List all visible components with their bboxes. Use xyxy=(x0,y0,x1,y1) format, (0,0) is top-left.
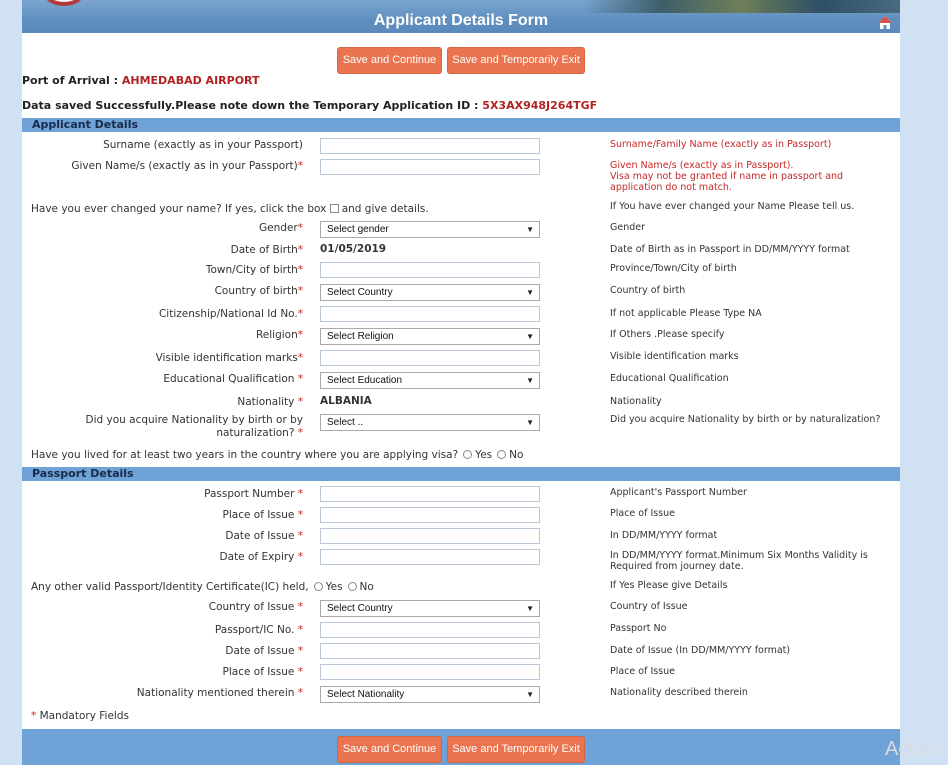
other-passport-label: Any other valid Passport/Identity Certificate(IC) held, xyxy=(31,581,309,593)
acquire-nationality-select[interactable]: Select .. ▼ xyxy=(320,414,540,431)
country-birth-select[interactable]: Select Country ▼ xyxy=(320,284,540,301)
acquire-nationality-hint: Did you acquire Nationality by birth or by naturalization? xyxy=(610,414,881,425)
chevron-down-icon: ▼ xyxy=(526,376,534,385)
country-birth-label: Country of birth* xyxy=(214,285,303,297)
save-message xyxy=(22,99,597,112)
other-passport-hint: If Yes Please give Details xyxy=(610,580,728,591)
lived-yes-radio[interactable] xyxy=(463,450,472,459)
ic-nationality-hint: Nationality described therein xyxy=(610,687,748,698)
chevron-down-icon: ▼ xyxy=(526,418,534,427)
site-logo xyxy=(42,0,86,6)
mandatory-note: * Mandatory Fields xyxy=(31,710,129,722)
ic-date-hint: Date of Issue (In DD/MM/YYYY format) xyxy=(610,645,791,656)
activation-watermark: Activa xyxy=(885,738,940,760)
marks-label: Visible identification marks* xyxy=(155,352,303,364)
given-name-hint: Given Name/s (exactly as in Passport). Visa may not be granted if name in passport and application do not match. xyxy=(610,160,844,193)
nationality-label: Nationality * xyxy=(237,396,303,408)
port-value: AHMEDABAD AIRPORT xyxy=(121,74,260,87)
national-id-label: Citizenship/National Id No.* xyxy=(158,308,303,320)
chevron-down-icon: ▼ xyxy=(526,288,534,297)
place-issue-input[interactable] xyxy=(320,507,540,523)
religion-label: Religion* xyxy=(255,329,303,341)
education-hint: Educational Qualification xyxy=(610,373,729,384)
marks-input[interactable] xyxy=(320,350,540,366)
ic-number-hint: Passport No xyxy=(610,623,667,634)
education-label: Educational Qualification * xyxy=(163,373,303,385)
other-passport-no-radio[interactable] xyxy=(348,582,357,591)
national-id-input[interactable] xyxy=(320,306,540,322)
national-id-hint: If not applicable Please Type NA xyxy=(610,308,762,319)
ic-place-hint: Place of Issue xyxy=(610,666,676,677)
town-birth-label: Town/City of birth* xyxy=(205,264,303,276)
chevron-down-icon: ▼ xyxy=(526,225,534,234)
date-issue-hint: In DD/MM/YYYY format xyxy=(610,530,718,541)
date-expiry-hint: In DD/MM/YYYY format.Minimum Six Months Validity is Required from journey date. xyxy=(610,550,868,572)
chevron-down-icon: ▼ xyxy=(526,690,534,699)
gender-select[interactable]: Select gender ▼ xyxy=(320,221,540,238)
gender-label: Gender* xyxy=(259,222,303,234)
date-expiry-input[interactable] xyxy=(320,549,540,565)
chevron-down-icon: ▼ xyxy=(526,604,534,613)
lived-two-years-label: Have you lived for at least two years in the country where you are applying visa? xyxy=(31,449,459,461)
lived-no-radio[interactable] xyxy=(497,450,506,459)
changed-name-row xyxy=(31,203,429,215)
ic-number-label: Passport/IC No. * xyxy=(214,624,303,636)
surname-input[interactable] xyxy=(320,138,540,154)
applicant-details-header: Applicant Details xyxy=(22,118,900,132)
ic-date-label: Date of Issue * xyxy=(225,645,303,657)
ic-country-hint: Country of Issue xyxy=(610,601,688,612)
nationality-value: ALBANIA xyxy=(320,395,372,407)
ic-nationality-label: Nationality mentioned therein * xyxy=(136,687,303,699)
date-expiry-label: Date of Expiry * xyxy=(219,551,303,563)
save-exit-button-top[interactable]: Save and Temporarily Exit xyxy=(447,47,585,74)
education-select[interactable]: Select Education ▼ xyxy=(320,372,540,389)
nationality-hint: Nationality xyxy=(610,396,662,407)
temporary-application-id: 5X3AX948J264TGF xyxy=(482,99,598,112)
changed-name-label: Have you ever changed your name? If yes, click the box xyxy=(31,203,327,215)
dob-hint: Date of Birth as in Passport in DD/MM/YYYY format xyxy=(610,244,850,255)
town-birth-input[interactable] xyxy=(320,262,540,278)
religion-hint: If Others .Please specify xyxy=(610,329,725,340)
header-bar xyxy=(22,0,900,33)
port-of-arrival xyxy=(22,74,260,87)
passport-number-label: Passport Number * xyxy=(204,488,303,500)
given-name-label: Given Name/s (exactly as in your Passport)* xyxy=(71,160,303,172)
other-passport-row: Any other valid Passport/Identity Certificate(IC) held, Yes No xyxy=(31,581,374,593)
changed-name-hint: If You have ever changed your Name Please tell us. xyxy=(610,201,855,212)
dob-value: 01/05/2019 xyxy=(320,243,387,255)
save-continue-button-top[interactable]: Save and Continue xyxy=(337,47,442,74)
ic-place-input[interactable] xyxy=(320,664,540,680)
changed-name-checkbox[interactable] xyxy=(330,204,339,213)
save-message-text: Data saved Successfully.Please note down the Temporary Application ID : xyxy=(22,99,479,112)
date-issue-label: Date of Issue * xyxy=(225,530,303,542)
date-issue-input[interactable] xyxy=(320,528,540,544)
passport-number-hint: Applicant's Passport Number xyxy=(610,487,747,498)
ic-nationality-select[interactable]: Select Nationality ▼ xyxy=(320,686,540,703)
gender-hint: Gender xyxy=(610,222,646,233)
other-passport-yes-radio[interactable] xyxy=(314,582,323,591)
ic-country-select[interactable]: Select Country ▼ xyxy=(320,600,540,617)
changed-name-suffix: and give details. xyxy=(341,203,429,215)
passport-details-header: Passport Details xyxy=(22,467,900,481)
ic-place-label: Place of Issue * xyxy=(222,666,303,678)
dob-label: Date of Birth* xyxy=(230,244,303,256)
save-exit-button-bottom[interactable]: Save and Temporarily Exit xyxy=(447,736,585,763)
place-issue-label: Place of Issue * xyxy=(222,509,303,521)
save-continue-button-bottom[interactable]: Save and Continue xyxy=(337,736,442,763)
lived-two-years-row: Have you lived for at least two years in the country where you are applying visa? Yes No xyxy=(31,449,524,461)
ic-date-input[interactable] xyxy=(320,643,540,659)
surname-label: Surname (exactly as in your Passport) xyxy=(103,139,303,151)
town-birth-hint: Province/Town/City of birth xyxy=(610,263,737,274)
ic-country-label: Country of Issue * xyxy=(208,601,303,613)
acquire-nationality-label: Did you acquire Nationality by birth or by naturalization? * xyxy=(85,414,303,439)
given-name-input[interactable] xyxy=(320,159,540,175)
marks-hint: Visible identification marks xyxy=(610,351,739,362)
religion-select[interactable]: Select Religion ▼ xyxy=(320,328,540,345)
form-page xyxy=(22,0,900,765)
page-title: Applicant Details Form xyxy=(373,12,549,29)
place-issue-hint: Place of Issue xyxy=(610,508,676,519)
country-birth-hint: Country of birth xyxy=(610,285,686,296)
chevron-down-icon: ▼ xyxy=(526,332,534,341)
home-icon[interactable] xyxy=(877,15,893,31)
ic-number-input[interactable] xyxy=(320,622,540,638)
surname-hint: Surname/Family Name (exactly as in Passport) xyxy=(610,139,832,150)
passport-number-input[interactable] xyxy=(320,486,540,502)
port-label: Port of Arrival : xyxy=(22,74,119,87)
